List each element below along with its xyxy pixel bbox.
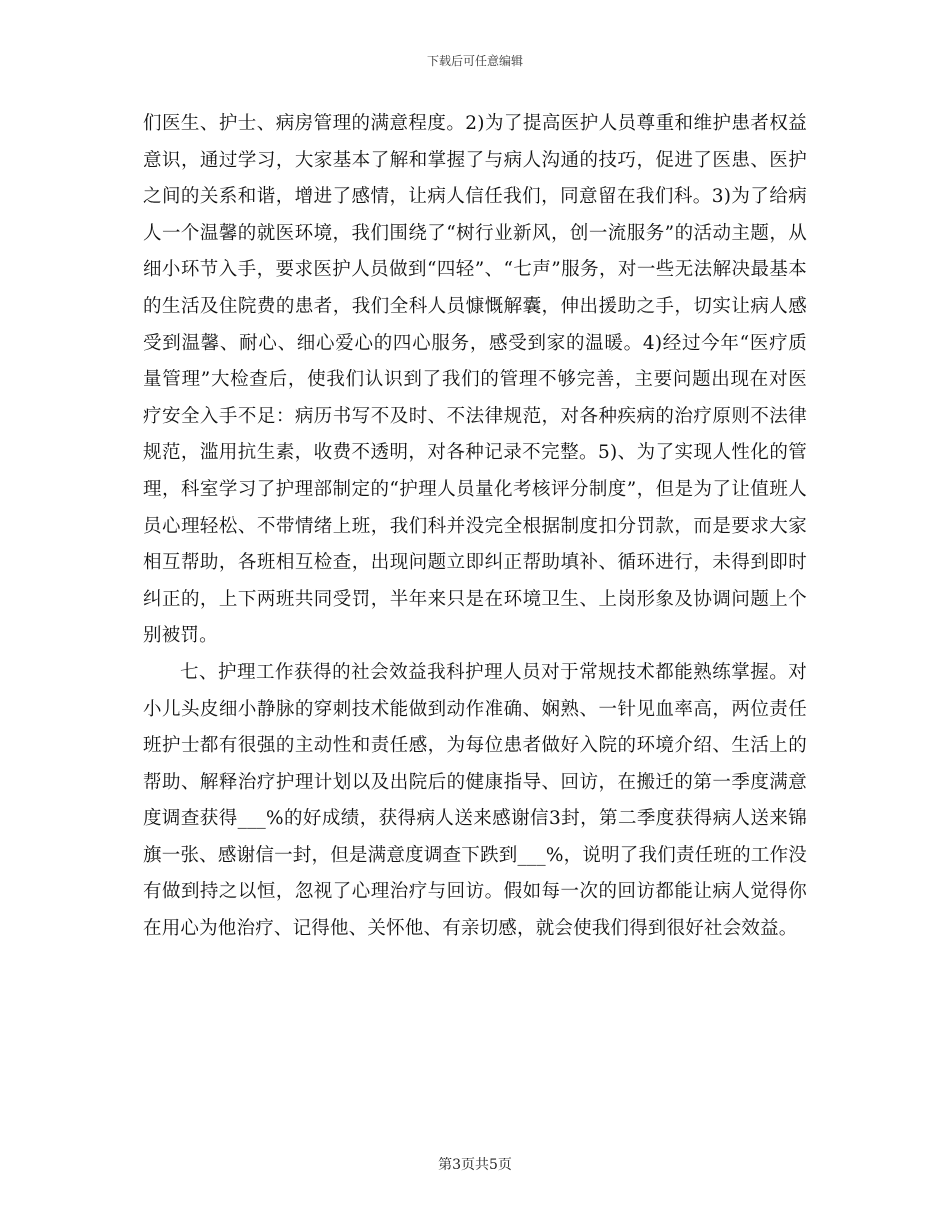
paragraph-section-seven: 七、护理工作获得的社会效益我科护理人员对于常规技术都能熟练掌握。对小儿头皮细小静脉的穿刺技术能做到动作准确、娴熟、一针见血率高，两位责任班护士都有很强的主动性和责任感，为每位患者做好入院的环境介绍、生活上的帮助、解释治疗护理计划以及出院后的健康指导、回访，在搬迁的第一季度满意度调查获得___%的好成绩，获得病人送来感谢信3封，第二季度获得病人送来锦旗一张、感谢信一封，但是满意度调查下跌到___%，说明了我们责任班的工作没有做到持之以恒，忽视了心理治疗与回访。假如每一次的回访都能让病人觉得你在用心为他治疗、记得他、关怀他、有亲切感，就会使我们得到很好社会效益。 — [143, 661, 807, 940]
page-number: 第3页共5页 — [438, 1157, 512, 1173]
page-header-note: 下载后可任意编辑 — [426, 54, 523, 68]
paragraph-continued: 们医生、护士、病房管理的满意程度。2)为了提高医护人员尊重和维护患者权益意识，通过学习，大家基本了解和掌握了与病人沟通的技巧，促进了医患、医护之间的关系和谐，增进了感情，让病人信任我们，同意留在我们科。3)为了给病人一个温馨的就医环境，我们围绕了“树行业新风，创一流服务”的活动主题，从细小环节入手，要求医护人员做到“四轻”、“七声”服务，对一些无法解决最基本的生活及住院费的患者，我们全科人员慷慨解囊，伸出援助之手，切实让病人感受到温馨、耐心、细心爱心的四心服务，感受到家的温暖。4)经过今年“医疗质量管理”大检查后，使我们认识到了我们的管理不够完善，主要问题出现在对医疗安全入手不足：病历书写不及时、不法律规范，对各种疾病的治疗原则不法律规范，滥用抗生素，收费不透明，对各种记录不完整。5)、为了实现人性化的管理，科室学习了护理部制定的“护理人员量化考核评分制度”，但是为了让值班人员心理轻松、不带情绪上班，我们科并没完全根据制度扣分罚款，而是要求大家相互帮助，各班相互检查，出现问题立即纠正帮助填补、循环进行，未得到即时纠正的，上下两班共同受罚，半年来只是在环境卫生、上岗形象及协调问题上个别被罚。 — [143, 113, 807, 647]
document-body — [143, 106, 807, 948]
